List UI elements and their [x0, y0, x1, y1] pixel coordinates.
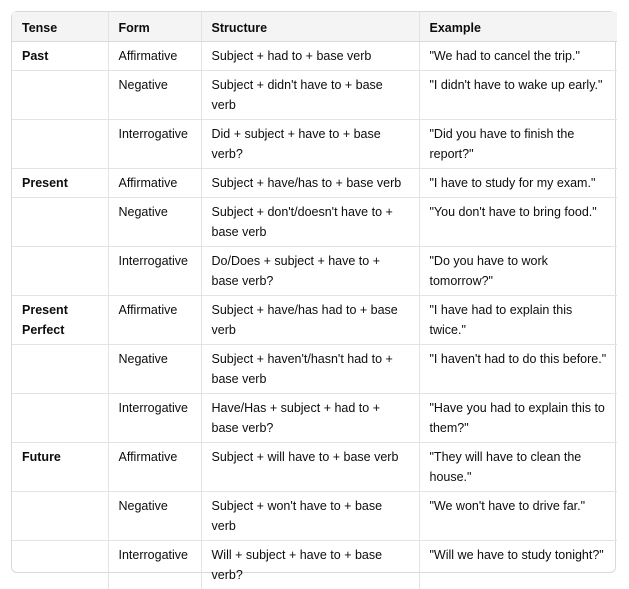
cell-form: Negative	[108, 345, 201, 394]
cell-structure: Subject + have/has had to + base verb	[201, 296, 419, 345]
cell-form: Affirmative	[108, 169, 201, 198]
cell-example: "You don't have to bring food."	[419, 198, 617, 247]
cell-form: Negative	[108, 492, 201, 541]
cell-example: "I have had to explain this twice."	[419, 296, 617, 345]
cell-form: Affirmative	[108, 296, 201, 345]
cell-form: Negative	[108, 198, 201, 247]
header-example: Example	[419, 12, 617, 42]
table-row	[12, 120, 617, 169]
cell-form: Interrogative	[108, 394, 201, 443]
cell-tense	[12, 492, 108, 541]
cell-structure: Subject + will have to + base verb	[201, 443, 419, 492]
header-form: Form	[108, 12, 201, 42]
table-row	[12, 42, 617, 71]
cell-tense	[12, 120, 108, 169]
grammar-table-container	[11, 11, 616, 573]
cell-tense	[12, 247, 108, 296]
header-tense: Tense	[12, 12, 108, 42]
cell-structure: Subject + didn't have to + base verb	[201, 71, 419, 120]
cell-example: "We won't have to drive far."	[419, 492, 617, 541]
cell-tense	[12, 345, 108, 394]
table-row	[12, 345, 617, 394]
grammar-table	[12, 12, 617, 589]
table-row	[12, 394, 617, 443]
cell-tense: Future	[12, 443, 108, 492]
cell-tense: Past	[12, 42, 108, 71]
cell-form: Affirmative	[108, 42, 201, 71]
cell-form: Negative	[108, 71, 201, 120]
table-row	[12, 71, 617, 120]
cell-example: "I didn't have to wake up early."	[419, 71, 617, 120]
cell-tense	[12, 71, 108, 120]
cell-structure: Subject + don't/doesn't have to + base verb	[201, 198, 419, 247]
cell-form: Interrogative	[108, 120, 201, 169]
cell-structure: Subject + have/has to + base verb	[201, 169, 419, 198]
cell-example: "Have you had to explain this to them?"	[419, 394, 617, 443]
cell-structure: Subject + won't have to + base verb	[201, 492, 419, 541]
cell-tense	[12, 198, 108, 247]
cell-structure: Subject + haven't/hasn't had to + base verb	[201, 345, 419, 394]
cell-structure: Subject + had to + base verb	[201, 42, 419, 71]
cell-form: Interrogative	[108, 247, 201, 296]
cell-form: Affirmative	[108, 443, 201, 492]
table-row	[12, 247, 617, 296]
cell-tense: Present	[12, 169, 108, 198]
cell-example: "I have to study for my exam."	[419, 169, 617, 198]
cell-example: "They will have to clean the house."	[419, 443, 617, 492]
table-row	[12, 169, 617, 198]
header-structure: Structure	[201, 12, 419, 42]
cell-structure: Did + subject + have to + base verb?	[201, 120, 419, 169]
cell-example: "We had to cancel the trip."	[419, 42, 617, 71]
cell-structure: Will + subject + have to + base verb?	[201, 541, 419, 589]
cell-tense: Present Perfect	[12, 296, 108, 345]
cell-structure: Do/Does + subject + have to + base verb?	[201, 247, 419, 296]
cell-example: "Will we have to study tonight?"	[419, 541, 617, 589]
cell-example: "Did you have to finish the report?"	[419, 120, 617, 169]
cell-structure: Have/Has + subject + had to + base verb?	[201, 394, 419, 443]
table-row	[12, 492, 617, 541]
cell-tense	[12, 541, 108, 589]
table-row	[12, 296, 617, 345]
table-row	[12, 198, 617, 247]
table-row	[12, 541, 617, 589]
cell-example: "Do you have to work tomorrow?"	[419, 247, 617, 296]
table-header-row	[12, 12, 617, 42]
cell-tense	[12, 394, 108, 443]
table-row	[12, 443, 617, 492]
cell-form: Interrogative	[108, 541, 201, 589]
cell-example: "I haven't had to do this before."	[419, 345, 617, 394]
